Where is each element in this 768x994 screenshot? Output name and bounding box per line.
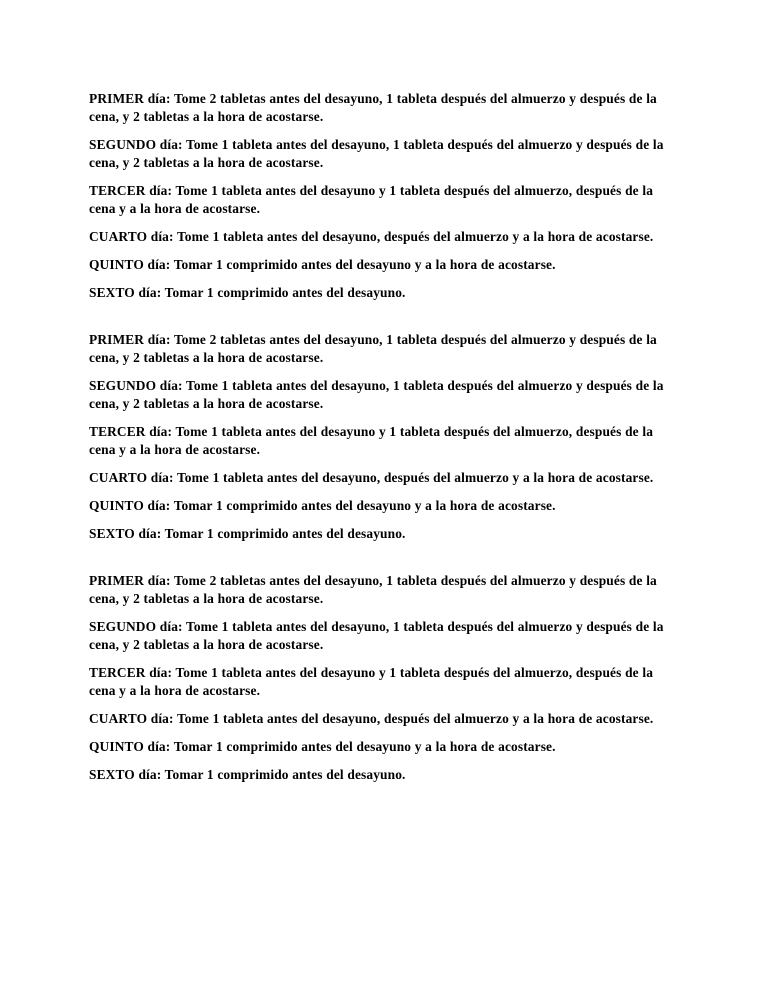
dosage-paragraph-day-5: QUINTO día: Tomar 1 comprimido antes del desayuno y a la hora de acostarse. bbox=[89, 257, 556, 272]
dosage-paragraph-day-4: CUARTO día: Tome 1 tableta antes del desayuno, después del almuerzo y a la hora de acostarse. bbox=[89, 711, 654, 726]
dosage-paragraph-day-5: QUINTO día: Tomar 1 comprimido antes del desayuno y a la hora de acostarse. bbox=[89, 498, 556, 513]
document-body bbox=[89, 90, 681, 784]
dosage-paragraph-day-6: SEXTO día: Tomar 1 comprimido antes del desayuno. bbox=[89, 526, 406, 541]
dosage-paragraph-day-4: CUARTO día: Tome 1 tableta antes del desayuno, después del almuerzo y a la hora de acostarse. bbox=[89, 470, 654, 485]
dosage-paragraph-day-5: QUINTO día: Tomar 1 comprimido antes del desayuno y a la hora de acostarse. bbox=[89, 739, 556, 754]
dosage-schedule-block-1 bbox=[89, 90, 681, 302]
dosage-paragraph-day-4: CUARTO día: Tome 1 tableta antes del desayuno, después del almuerzo y a la hora de acostarse. bbox=[89, 229, 654, 244]
dosage-schedule-block-3 bbox=[89, 572, 681, 784]
dosage-paragraph-day-2: SEGUNDO día: Tome 1 tableta antes del desayuno, 1 tableta después del almuerzo y después de la cena, y 2 tabletas a la hora de acostarse. bbox=[89, 137, 664, 170]
dosage-paragraph-day-2: SEGUNDO día: Tome 1 tableta antes del desayuno, 1 tableta después del almuerzo y después de la cena, y 2 tabletas a la hora de acostarse. bbox=[89, 619, 664, 652]
dosage-schedule-block-2 bbox=[89, 331, 681, 543]
dosage-paragraph-day-6: SEXTO día: Tomar 1 comprimido antes del desayuno. bbox=[89, 767, 406, 782]
dosage-paragraph-day-3: TERCER día: Tome 1 tableta antes del desayuno y 1 tableta después del almuerzo, después de la cena y a la hora de acostarse. bbox=[89, 665, 654, 698]
dosage-paragraph-day-2: SEGUNDO día: Tome 1 tableta antes del desayuno, 1 tableta después del almuerzo y después de la cena, y 2 tabletas a la hora de acostarse. bbox=[89, 378, 664, 411]
dosage-paragraph-day-3: TERCER día: Tome 1 tableta antes del desayuno y 1 tableta después del almuerzo, después de la cena y a la hora de acostarse. bbox=[89, 183, 654, 216]
dosage-paragraph-day-6: SEXTO día: Tomar 1 comprimido antes del desayuno. bbox=[89, 285, 406, 300]
dosage-paragraph-day-3: TERCER día: Tome 1 tableta antes del desayuno y 1 tableta después del almuerzo, después de la cena y a la hora de acostarse. bbox=[89, 424, 654, 457]
dosage-paragraph-day-1: PRIMER día: Tome 2 tabletas antes del desayuno, 1 tableta después del almuerzo y después de la cena, y 2 tabletas a la hora de acostarse. bbox=[89, 332, 657, 365]
dosage-paragraph-day-1: PRIMER día: Tome 2 tabletas antes del desayuno, 1 tableta después del almuerzo y después de la cena, y 2 tabletas a la hora de acostarse. bbox=[89, 91, 657, 124]
dosage-paragraph-day-1: PRIMER día: Tome 2 tabletas antes del desayuno, 1 tableta después del almuerzo y después de la cena, y 2 tabletas a la hora de acostarse. bbox=[89, 573, 657, 606]
